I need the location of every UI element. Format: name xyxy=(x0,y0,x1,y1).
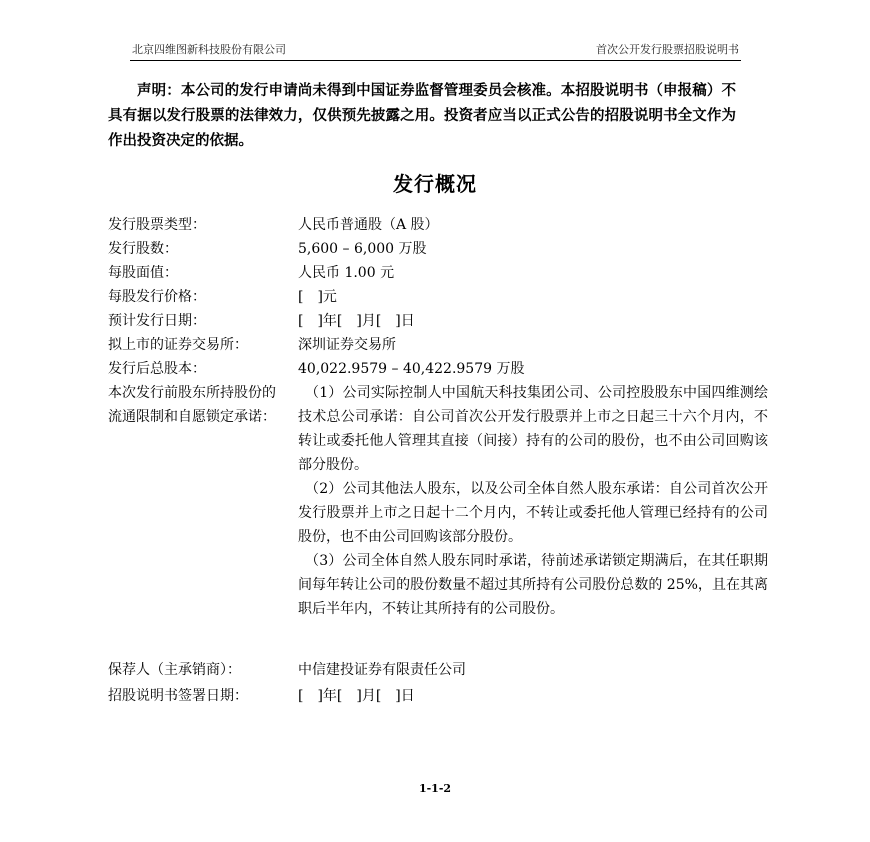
info-label: 拟上市的证券交易所： xyxy=(108,337,248,353)
header-company-name: 北京四维图新科技股份有限公司 xyxy=(132,43,286,56)
info-label: 预计发行日期： xyxy=(108,313,206,329)
info-label: 发行股票类型： xyxy=(108,217,206,233)
info-label: 发行股数： xyxy=(108,241,178,257)
info-label: 发行后总股本： xyxy=(108,361,206,377)
info-value: 深圳证券交易所 xyxy=(298,337,396,353)
lockup-commitments xyxy=(298,381,768,621)
lockup-paragraph: （1）公司实际控制人中国航天科技集团公司、公司控股股东中国四维测绘技术总公司承诺：自公司首次公开发行股票并上市之日起三十六个月内，不转让或委托他人管理其直接（间接）持有的公司的股份，也不由公司回购该部分股份。 xyxy=(298,385,768,473)
info-value: 5,600 – 6,000 万股 xyxy=(298,241,427,257)
page-header xyxy=(130,38,741,61)
info-label: 保荐人（主承销商）： xyxy=(108,662,241,678)
info-label: 每股面值： xyxy=(108,265,178,281)
info-value: 人民币普通股（A 股） xyxy=(298,217,439,233)
disclaimer-paragraph: 声明：本公司的发行申请尚未得到中国证券监督管理委员会核准。本招股说明书（申报稿）不具有据以发行股票的法律效力，仅供预先披露之用。投资者应当以正式公告的招股说明书全文作为作出投资决定的依据。 xyxy=(108,82,736,149)
lockup-paragraph: （3）公司全体自然人股东同时承诺，待前述承诺锁定期满后，在其任职期间每年转让公司的股份数量不超过其所持有公司股份总数的 25%，且在其离职后半年内，不转让其所持有的公司股份。 xyxy=(298,553,768,617)
header-document-title: 首次公开发行股票招股说明书 xyxy=(596,43,739,56)
info-value: [ ]年[ ]月[ ]日 xyxy=(298,688,415,704)
info-value: 40,022.9579 – 40,422.9579 万股 xyxy=(298,361,525,377)
info-value: [ ]年[ ]月[ ]日 xyxy=(298,313,415,329)
page-number: 1-1-2 xyxy=(418,782,452,795)
info-label: 招股说明书签署日期： xyxy=(108,688,248,704)
section-title: 发行概况 xyxy=(393,172,477,196)
info-value: 中信建投证券有限责任公司 xyxy=(298,662,466,678)
info-label: 每股发行价格： xyxy=(108,289,206,305)
lockup-paragraph: （2）公司其他法人股东，以及公司全体自然人股东承诺：自公司首次公开发行股票并上市之日起十二个月内，不转让或委托他人管理已经持有的公司股份，也不由公司回购该部分股份。 xyxy=(298,481,768,545)
info-value: [ ]元 xyxy=(298,289,337,305)
info-label: 本次发行前股东所持股份的流通限制和自愿锁定承诺： xyxy=(108,385,276,425)
info-value: 人民币 1.00 元 xyxy=(298,265,395,281)
